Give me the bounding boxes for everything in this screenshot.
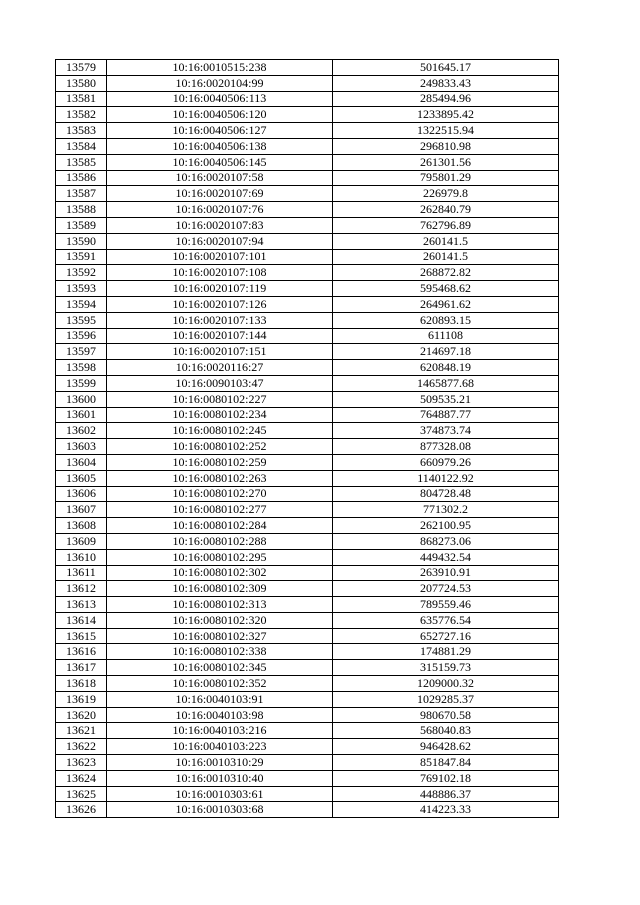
- row-number-cell: 13598: [56, 360, 107, 376]
- table-row: [56, 186, 559, 202]
- cadastral-number-cell: 10:16:0020116:27: [107, 360, 333, 376]
- cadastral-number-cell: 10:16:0080102:263: [107, 470, 333, 486]
- cadastral-number-cell: 10:16:0020104:99: [107, 75, 333, 91]
- table-row: [56, 565, 559, 581]
- table-row: [56, 91, 559, 107]
- row-number-cell: 13587: [56, 186, 107, 202]
- table-row: [56, 770, 559, 786]
- value-cell: 1322515.94: [333, 123, 559, 139]
- table-row: [56, 360, 559, 376]
- cadastral-number-cell: 10:16:0080102:352: [107, 676, 333, 692]
- table-row: [56, 344, 559, 360]
- cadastral-number-cell: 10:16:0020107:101: [107, 249, 333, 265]
- row-number-cell: 13600: [56, 391, 107, 407]
- value-cell: 315159.73: [333, 660, 559, 676]
- value-cell: 1140122.92: [333, 470, 559, 486]
- value-cell: 769102.18: [333, 770, 559, 786]
- value-cell: 509535.21: [333, 391, 559, 407]
- table-row: [56, 407, 559, 423]
- row-number-cell: 13607: [56, 502, 107, 518]
- table-row: [56, 454, 559, 470]
- row-number-cell: 13581: [56, 91, 107, 107]
- value-cell: 620893.15: [333, 312, 559, 328]
- value-cell: 595468.62: [333, 281, 559, 297]
- table-row: [56, 170, 559, 186]
- table-row: [56, 375, 559, 391]
- table-row: [56, 217, 559, 233]
- cadastral-number-cell: 10:16:0080102:270: [107, 486, 333, 502]
- row-number-cell: 13610: [56, 549, 107, 565]
- cadastral-number-cell: 10:16:0020107:69: [107, 186, 333, 202]
- cadastral-number-cell: 10:16:0040103:216: [107, 723, 333, 739]
- table-row: [56, 691, 559, 707]
- table-row: [56, 676, 559, 692]
- table-row: [56, 249, 559, 265]
- row-number-cell: 13624: [56, 770, 107, 786]
- cadastral-number-cell: 10:16:0080102:259: [107, 454, 333, 470]
- table-row: [56, 549, 559, 565]
- value-cell: 877328.08: [333, 439, 559, 455]
- value-cell: 448886.37: [333, 786, 559, 802]
- cadastral-number-cell: 10:16:0010310:40: [107, 770, 333, 786]
- table-row: [56, 75, 559, 91]
- cadastral-number-cell: 10:16:0080102:227: [107, 391, 333, 407]
- cadastral-number-cell: 10:16:0010303:68: [107, 802, 333, 818]
- value-cell: 285494.96: [333, 91, 559, 107]
- table-row: [56, 755, 559, 771]
- row-number-cell: 13579: [56, 60, 107, 76]
- cadastral-number-cell: 10:16:0040506:138: [107, 138, 333, 154]
- value-cell: 374873.74: [333, 423, 559, 439]
- cadastral-number-cell: 10:16:0080102:345: [107, 660, 333, 676]
- value-cell: 262840.79: [333, 202, 559, 218]
- cadastral-number-cell: 10:16:0040506:145: [107, 154, 333, 170]
- row-number-cell: 13597: [56, 344, 107, 360]
- row-number-cell: 13594: [56, 296, 107, 312]
- row-number-cell: 13616: [56, 644, 107, 660]
- value-cell: 568040.83: [333, 723, 559, 739]
- value-cell: 174881.29: [333, 644, 559, 660]
- table-row: [56, 644, 559, 660]
- row-number-cell: 13612: [56, 581, 107, 597]
- value-cell: 214697.18: [333, 344, 559, 360]
- table-row: [56, 533, 559, 549]
- table-row: [56, 707, 559, 723]
- value-cell: 652727.16: [333, 628, 559, 644]
- value-cell: 449432.54: [333, 549, 559, 565]
- cadastral-number-cell: 10:16:0080102:284: [107, 518, 333, 534]
- row-number-cell: 13580: [56, 75, 107, 91]
- table-row: [56, 265, 559, 281]
- row-number-cell: 13621: [56, 723, 107, 739]
- cadastral-number-cell: 10:16:0080102:288: [107, 533, 333, 549]
- value-cell: 268872.82: [333, 265, 559, 281]
- table-row: [56, 154, 559, 170]
- value-cell: 762796.89: [333, 217, 559, 233]
- cadastral-number-cell: 10:16:0020107:144: [107, 328, 333, 344]
- cadastral-number-cell: 10:16:0090103:47: [107, 375, 333, 391]
- value-cell: 296810.98: [333, 138, 559, 154]
- cadastral-number-cell: 10:16:0020107:83: [107, 217, 333, 233]
- value-cell: 660979.26: [333, 454, 559, 470]
- cadastral-number-cell: 10:16:0040103:91: [107, 691, 333, 707]
- table-row: [56, 612, 559, 628]
- row-number-cell: 13591: [56, 249, 107, 265]
- table-row: [56, 597, 559, 613]
- row-number-cell: 13603: [56, 439, 107, 455]
- cadastral-number-cell: 10:16:0080102:234: [107, 407, 333, 423]
- value-cell: 1465877.68: [333, 375, 559, 391]
- cadastral-number-cell: 10:16:0040506:113: [107, 91, 333, 107]
- value-cell: 789559.46: [333, 597, 559, 613]
- table-row: [56, 107, 559, 123]
- row-number-cell: 13595: [56, 312, 107, 328]
- row-number-cell: 13588: [56, 202, 107, 218]
- table-row: [56, 486, 559, 502]
- table-row: [56, 786, 559, 802]
- row-number-cell: 13618: [56, 676, 107, 692]
- row-number-cell: 13615: [56, 628, 107, 644]
- cadastral-number-cell: 10:16:0020107:133: [107, 312, 333, 328]
- value-cell: 261301.56: [333, 154, 559, 170]
- value-cell: 262100.95: [333, 518, 559, 534]
- value-cell: 980670.58: [333, 707, 559, 723]
- row-number-cell: 13583: [56, 123, 107, 139]
- cadastral-number-cell: 10:16:0080102:309: [107, 581, 333, 597]
- value-cell: 635776.54: [333, 612, 559, 628]
- row-number-cell: 13605: [56, 470, 107, 486]
- table-row: [56, 502, 559, 518]
- value-cell: 620848.19: [333, 360, 559, 376]
- value-cell: 771302.2: [333, 502, 559, 518]
- value-cell: 851847.84: [333, 755, 559, 771]
- row-number-cell: 13614: [56, 612, 107, 628]
- cadastral-number-cell: 10:16:0020107:58: [107, 170, 333, 186]
- row-number-cell: 13625: [56, 786, 107, 802]
- cadastral-number-cell: 10:16:0040506:127: [107, 123, 333, 139]
- table-row: [56, 802, 559, 818]
- value-cell: 263910.91: [333, 565, 559, 581]
- table-row: [56, 60, 559, 76]
- table-row: [56, 138, 559, 154]
- table-row: [56, 660, 559, 676]
- row-number-cell: 13611: [56, 565, 107, 581]
- row-number-cell: 13593: [56, 281, 107, 297]
- row-number-cell: 13609: [56, 533, 107, 549]
- cadastral-number-cell: 10:16:0080102:295: [107, 549, 333, 565]
- table-row: [56, 312, 559, 328]
- value-cell: 260141.5: [333, 249, 559, 265]
- table-row: [56, 328, 559, 344]
- table-row: [56, 233, 559, 249]
- table-row: [56, 296, 559, 312]
- value-cell: 868273.06: [333, 533, 559, 549]
- table-row: [56, 202, 559, 218]
- cadastral-number-cell: 10:16:0080102:338: [107, 644, 333, 660]
- cadastral-number-cell: 10:16:0080102:327: [107, 628, 333, 644]
- cadastral-number-cell: 10:16:0080102:245: [107, 423, 333, 439]
- row-number-cell: 13604: [56, 454, 107, 470]
- cadastral-number-cell: 10:16:0010303:61: [107, 786, 333, 802]
- value-cell: 414223.33: [333, 802, 559, 818]
- cadastral-number-cell: 10:16:0020107:119: [107, 281, 333, 297]
- cadastral-number-cell: 10:16:0020107:76: [107, 202, 333, 218]
- cadastral-number-cell: 10:16:0020107:94: [107, 233, 333, 249]
- cadastral-number-cell: 10:16:0040506:120: [107, 107, 333, 123]
- table-row: [56, 628, 559, 644]
- table-row: [56, 470, 559, 486]
- value-cell: 946428.62: [333, 739, 559, 755]
- cadastral-value-table: [55, 59, 559, 818]
- row-number-cell: 13599: [56, 375, 107, 391]
- row-number-cell: 13622: [56, 739, 107, 755]
- cadastral-number-cell: 10:16:0020107:108: [107, 265, 333, 281]
- value-cell: 260141.5: [333, 233, 559, 249]
- row-number-cell: 13601: [56, 407, 107, 423]
- value-cell: 804728.48: [333, 486, 559, 502]
- cadastral-number-cell: 10:16:0080102:320: [107, 612, 333, 628]
- row-number-cell: 13589: [56, 217, 107, 233]
- cadastral-number-cell: 10:16:0080102:277: [107, 502, 333, 518]
- row-number-cell: 13606: [56, 486, 107, 502]
- table-row: [56, 423, 559, 439]
- value-cell: 1029285.37: [333, 691, 559, 707]
- value-cell: 501645.17: [333, 60, 559, 76]
- row-number-cell: 13617: [56, 660, 107, 676]
- cadastral-number-cell: 10:16:0040103:98: [107, 707, 333, 723]
- cadastral-number-cell: 10:16:0010515:238: [107, 60, 333, 76]
- value-cell: 1209000.32: [333, 676, 559, 692]
- cadastral-number-cell: 10:16:0010310:29: [107, 755, 333, 771]
- value-cell: 264961.62: [333, 296, 559, 312]
- table-row: [56, 391, 559, 407]
- table-row: [56, 739, 559, 755]
- value-cell: 611108: [333, 328, 559, 344]
- cadastral-number-cell: 10:16:0080102:302: [107, 565, 333, 581]
- row-number-cell: 13596: [56, 328, 107, 344]
- value-cell: 1233895.42: [333, 107, 559, 123]
- row-number-cell: 13586: [56, 170, 107, 186]
- row-number-cell: 13608: [56, 518, 107, 534]
- cadastral-number-cell: 10:16:0080102:313: [107, 597, 333, 613]
- row-number-cell: 13590: [56, 233, 107, 249]
- table-row: [56, 123, 559, 139]
- value-cell: 795801.29: [333, 170, 559, 186]
- cadastral-number-cell: 10:16:0020107:126: [107, 296, 333, 312]
- row-number-cell: 13620: [56, 707, 107, 723]
- value-cell: 226979.8: [333, 186, 559, 202]
- cadastral-number-cell: 10:16:0020107:151: [107, 344, 333, 360]
- table-row: [56, 581, 559, 597]
- table-body: [56, 60, 559, 818]
- row-number-cell: 13584: [56, 138, 107, 154]
- value-cell: 207724.53: [333, 581, 559, 597]
- table-row: [56, 723, 559, 739]
- row-number-cell: 13613: [56, 597, 107, 613]
- row-number-cell: 13619: [56, 691, 107, 707]
- row-number-cell: 13602: [56, 423, 107, 439]
- table-row: [56, 518, 559, 534]
- row-number-cell: 13592: [56, 265, 107, 281]
- value-cell: 249833.43: [333, 75, 559, 91]
- table-row: [56, 281, 559, 297]
- row-number-cell: 13582: [56, 107, 107, 123]
- row-number-cell: 13623: [56, 755, 107, 771]
- cadastral-number-cell: 10:16:0080102:252: [107, 439, 333, 455]
- value-cell: 764887.77: [333, 407, 559, 423]
- row-number-cell: 13585: [56, 154, 107, 170]
- table-row: [56, 439, 559, 455]
- row-number-cell: 13626: [56, 802, 107, 818]
- cadastral-number-cell: 10:16:0040103:223: [107, 739, 333, 755]
